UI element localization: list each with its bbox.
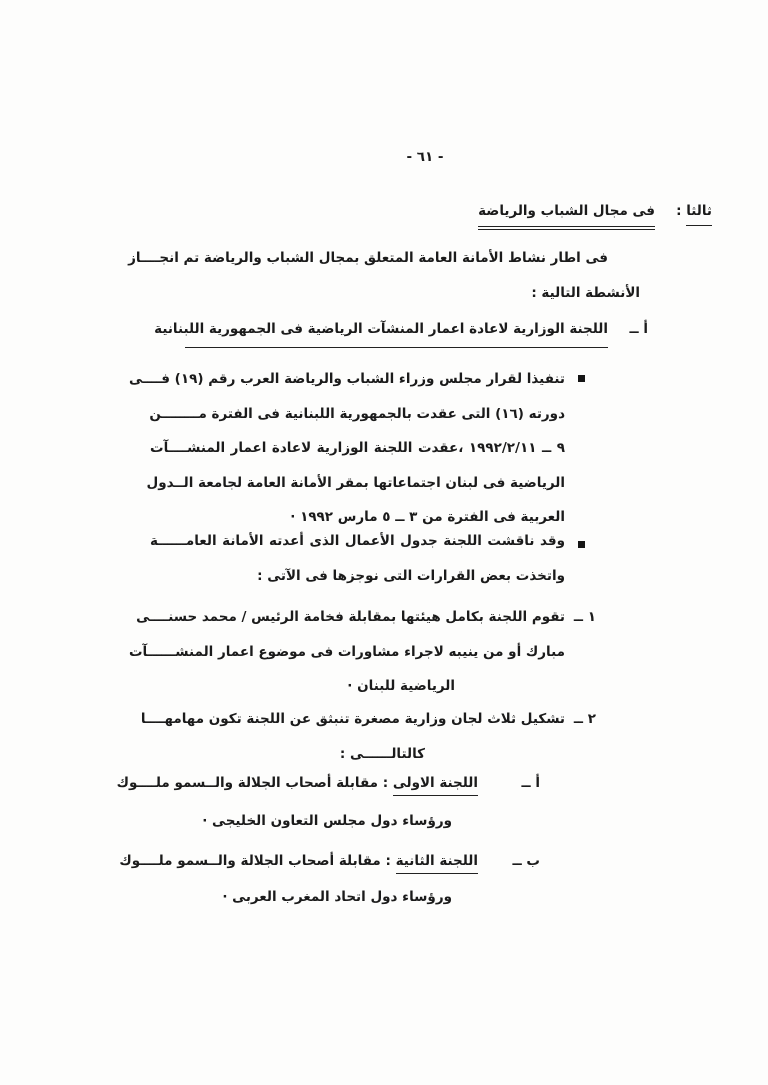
committee-1-colon: : <box>378 775 393 791</box>
intro-line-1: فى اطار نشاط الأمانة العامة المتعلق بمجال الشباب والرياضة تم انجــــاز <box>128 250 608 266</box>
square-bullet-icon <box>578 375 585 382</box>
committee-2-text: مقابلة أصحاب الجلالة والــسمو ملــــوك <box>119 853 381 869</box>
sub-item-a-line-2: ورؤساء دول مجلس التعاون الخليجى · <box>202 813 452 829</box>
heading-a-title: اللجنة الوزارية لاعادة اعمار المنشآت الرياضية فى الجمهورية اللبنانية <box>185 318 608 348</box>
body-line: تشكيل ثلاث لجان وزارية مصغرة تنبثق عن اللجنة تكون مهامهــــا <box>140 711 565 727</box>
sub-item-b-line-2: ورؤساء دول اتحاد المغرب العربى · <box>222 889 452 905</box>
section-title <box>478 200 655 230</box>
body-line: تقوم اللجنة بكامل هيئتها بمقابلة فخامة الرئيس / محمد حسنــــى <box>136 609 565 625</box>
body-line: واتخذت بعض القرارات التى نوجزها فى الآتى : <box>257 567 565 584</box>
list-marker-1: ١ ــ <box>573 609 596 625</box>
section-marker-word: ثالثا <box>686 203 712 226</box>
sub-item-a-line-1 <box>117 772 478 794</box>
heading-a-marker: أ ــ <box>629 321 648 337</box>
sub-list-marker-a: أ ــ <box>521 775 540 791</box>
body-line: الرياضية للبنان · <box>347 678 455 694</box>
numbered-item-1 <box>128 600 565 704</box>
bullet-paragraph-2 <box>150 524 565 593</box>
bullet-paragraph-1 <box>129 362 565 535</box>
intro-line-2: الأنشطة التالية : <box>531 285 640 301</box>
body-line: تنفيذا لقرار مجلس وزراء الشباب والرياضة العرب رقم (١٩) فــــى <box>129 371 565 387</box>
committee-1-label: اللجنة الاولى <box>393 775 478 796</box>
committee-1-text: مقابلة أصحاب الجلالة والــسمو ملــــوك <box>116 775 379 791</box>
body-line: العربية فى الفترة من ٣ ــ ٥ مارس ١٩٩٢ · <box>290 509 565 525</box>
body-line: مبارك أو من ينيبه لاجراء مشاورات فى موضوع اعمار المنشــــــآت <box>128 643 565 660</box>
body-line: وقد ناقشت اللجنة جدول الأعمال الذى أعدته الأمانة العامــــــة <box>150 533 565 549</box>
committee-2-colon: : <box>380 853 396 869</box>
section-marker-colon: : <box>676 203 687 219</box>
committee-2-label: اللجنة الثانية <box>396 853 478 874</box>
sub-item-b-line-1 <box>119 850 478 872</box>
body-line: كالتالــــــى : <box>339 745 425 762</box>
section-marker <box>676 200 712 222</box>
page-number: - ٦١ - <box>406 149 444 165</box>
body-line: دورته (١٦) التى عقدت بالجمهورية اللبنانية فى الفترة مــــــــن <box>149 405 565 422</box>
list-marker-2: ٢ ــ <box>573 711 596 727</box>
sub-list-marker-b: ب ــ <box>512 853 540 869</box>
section-title-text: فى مجال الشباب والرياضة <box>478 200 655 230</box>
body-line: ٩ ــ ١٩٩٢/٢/١١ ،عقدت اللجنة الوزارية لاعادة اعمار المنشــــآت <box>150 440 565 456</box>
body-line: الرياضية فى لبنان اجتماعاتها بمقر الأمانة العامة لجامعة الــدول <box>146 474 565 491</box>
numbered-item-2 <box>140 702 565 771</box>
square-bullet-icon <box>578 541 585 548</box>
